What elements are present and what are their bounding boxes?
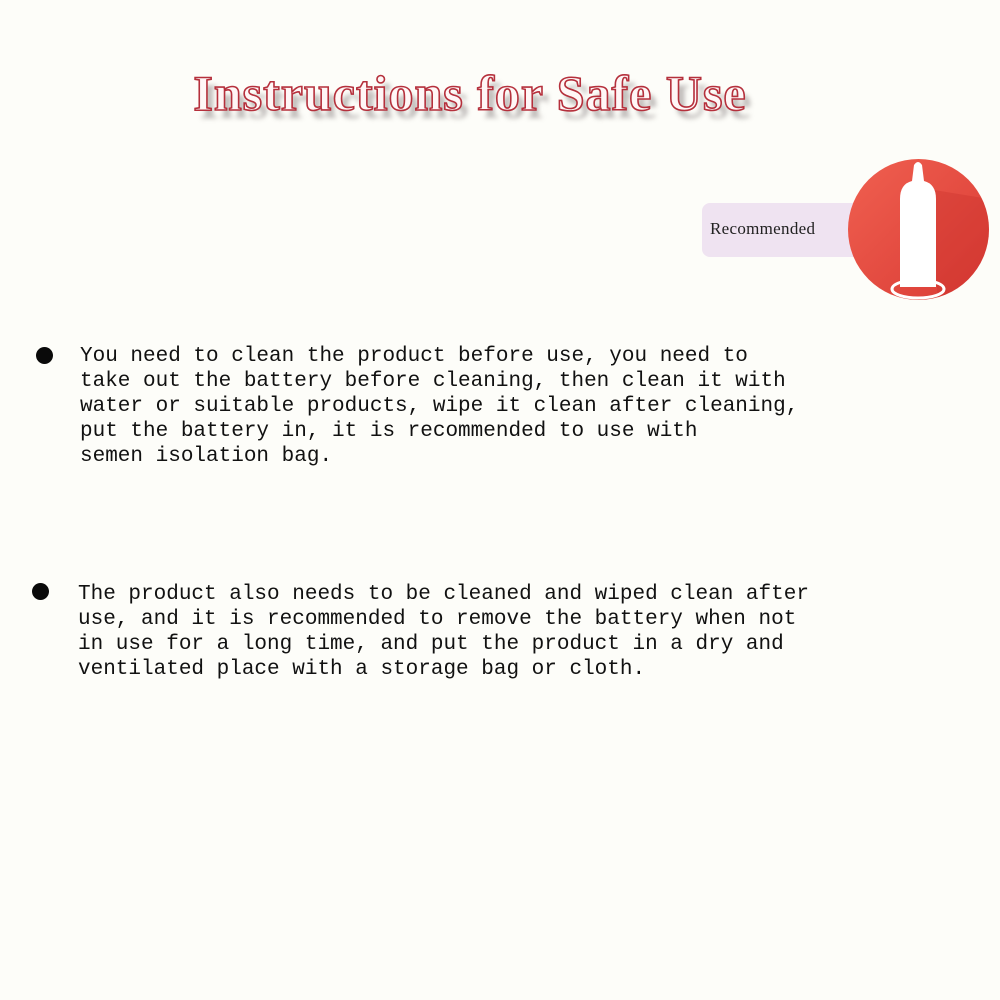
recommended-label: Recommended — [710, 219, 816, 238]
condom-icon — [848, 159, 989, 300]
bullet-icon — [36, 347, 53, 364]
bullet-icon — [32, 583, 49, 600]
paragraph-after-use: The product also needs to be cleaned and wiped clean after use, and it is recommended to remove the battery when not in use for a long time, and put the product in a dry and ventilated place with a storage bag or cloth. — [78, 583, 809, 681]
page-title: Instructions for Safe Use — [193, 65, 747, 121]
paragraph-before-use: You need to clean the product before use, you need to take out the battery before cleaning, then clean it with water or suitable products, wipe it clean after cleaning, put the battery in, it is recommended to use with semen isolation bag. — [80, 345, 799, 468]
